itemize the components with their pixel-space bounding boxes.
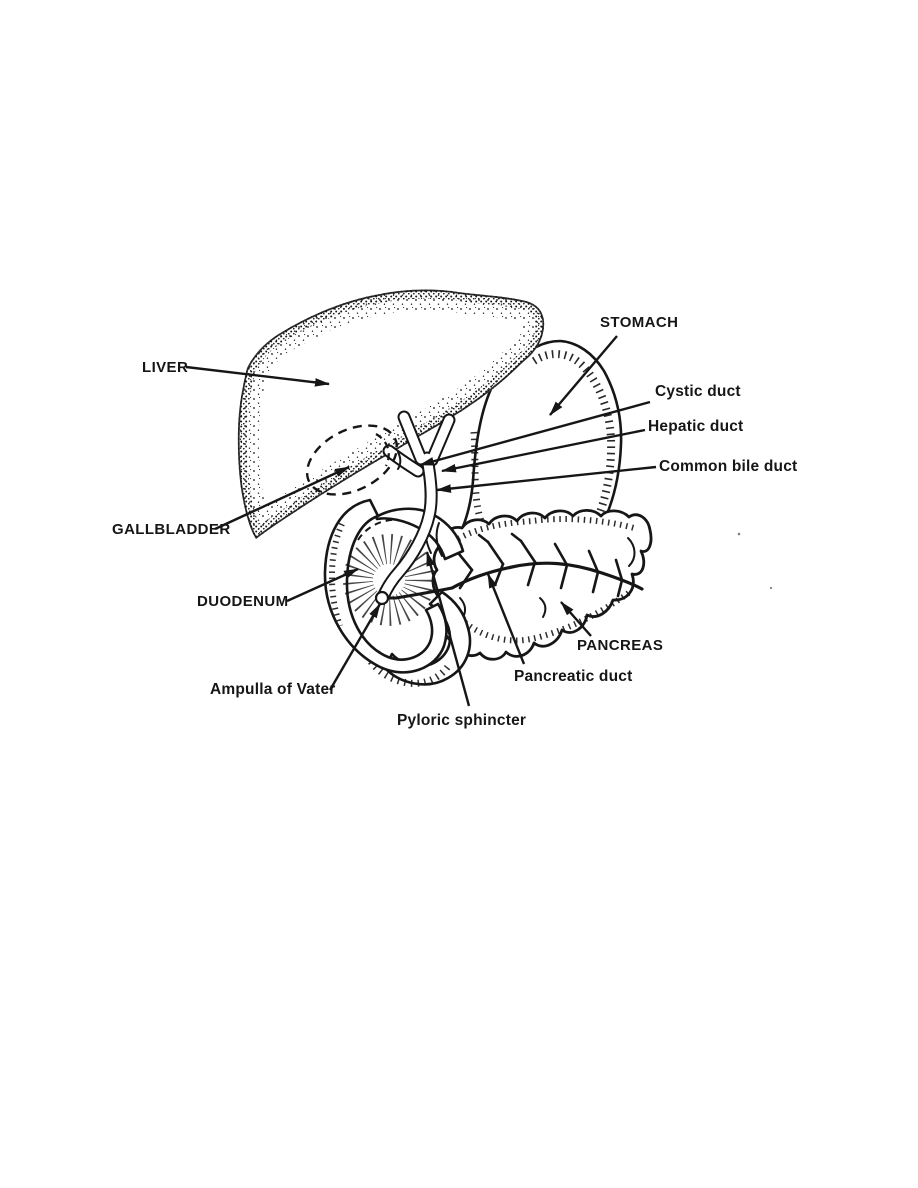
label-cystic-duct: Cystic duct — [655, 383, 741, 400]
label-pancreas: PANCREAS — [577, 637, 664, 654]
label-ampulla-of-vater: Ampulla of Vater — [210, 681, 336, 698]
label-hepatic-duct: Hepatic duct — [648, 418, 744, 435]
label-gallbladder: GALLBLADDER — [112, 521, 231, 538]
label-duodenum: DUODENUM — [197, 593, 289, 610]
scan-speck — [770, 587, 772, 589]
label-liver: LIVER — [142, 359, 189, 376]
ampulla-of-vater-papilla — [376, 592, 388, 604]
label-stomach: STOMACH — [600, 314, 679, 331]
label-pyloric-sphincter: Pyloric sphincter — [397, 712, 527, 729]
scan-speck — [738, 533, 741, 536]
label-pancreatic-duct: Pancreatic duct — [514, 668, 633, 685]
label-common-bile-duct: Common bile duct — [659, 458, 798, 475]
